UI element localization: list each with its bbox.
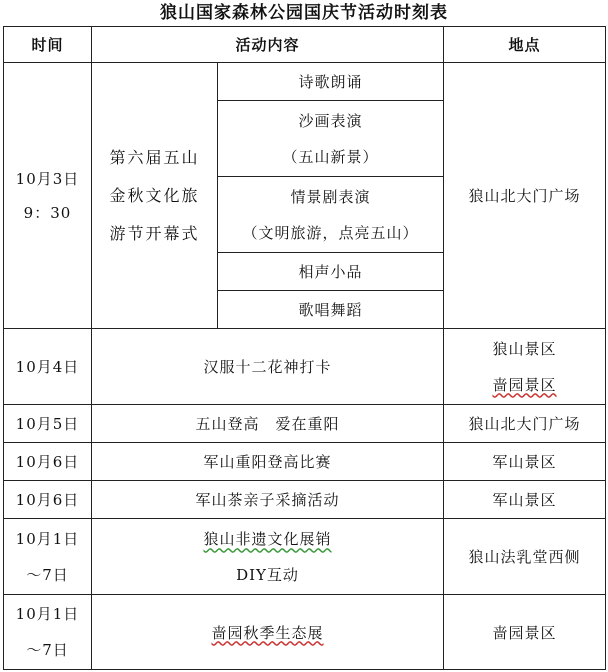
table-row [4,405,606,443]
table-row [4,63,606,101]
opening-time: 9：30 [23,203,72,222]
row-time: 10月4日 [4,329,92,405]
sub-activity-poetry: 诗歌朗诵 [218,63,444,101]
row-time: 10月5日 [4,405,92,443]
row-content: 军山重阳登高比赛 [92,443,444,481]
opening-event-line: 第六届五山 [109,147,200,167]
header-time: 时间 [4,27,92,63]
table-row [4,595,606,670]
sub-activity-sand-painting: 沙画表演 （五山新景） [218,101,444,177]
table-row [4,443,606,481]
opening-event-line: 金秋文化旅 [109,185,200,205]
row-content: 五山登高 爱在重阳 [92,405,444,443]
row-time: 10月1日 ～7日 [4,519,92,595]
row-location: 军山景区 [444,481,606,519]
row-location: 狼山北大门广场 [444,405,606,443]
row-time: 10月6日 [4,443,92,481]
row-location: 军山景区 [444,443,606,481]
row-content: 啬园秋季生态展 [92,595,444,670]
opening-time-cell [4,63,92,329]
row-time: 10月1日 ～7日 [4,595,92,670]
row-location: 啬园景区 [444,595,606,670]
table-title: 狼山国家森林公园国庆节活动时刻表 [160,3,448,23]
row-content: 狼山非遗文化展销 DIY互动 [92,519,444,595]
opening-location-cell: 狼山北大门广场 [444,63,606,329]
header-row [4,27,606,63]
header-location: 地点 [444,27,606,63]
table-row [4,329,606,405]
sub-activity-crosstalk: 相声小品 [218,253,444,291]
table-row [4,481,606,519]
sub-activity-song-dance: 歌唱舞蹈 [218,291,444,329]
opening-event-cell [92,63,218,329]
header-content: 活动内容 [92,27,444,63]
sub-activity-drama: 情景剧表演 （文明旅游，点亮五山） [218,177,444,253]
row-content: 军山茶亲子采摘活动 [92,481,444,519]
table-row [4,519,606,595]
row-time: 10月6日 [4,481,92,519]
row-content: 汉服十二花神打卡 [92,329,444,405]
opening-date: 10月3日 [15,169,80,188]
row-location: 狼山法乳堂西侧 [444,519,606,595]
row-location: 狼山景区 啬园景区 [444,329,606,405]
schedule-table [3,26,606,670]
opening-event-line: 游节开幕式 [109,223,200,243]
